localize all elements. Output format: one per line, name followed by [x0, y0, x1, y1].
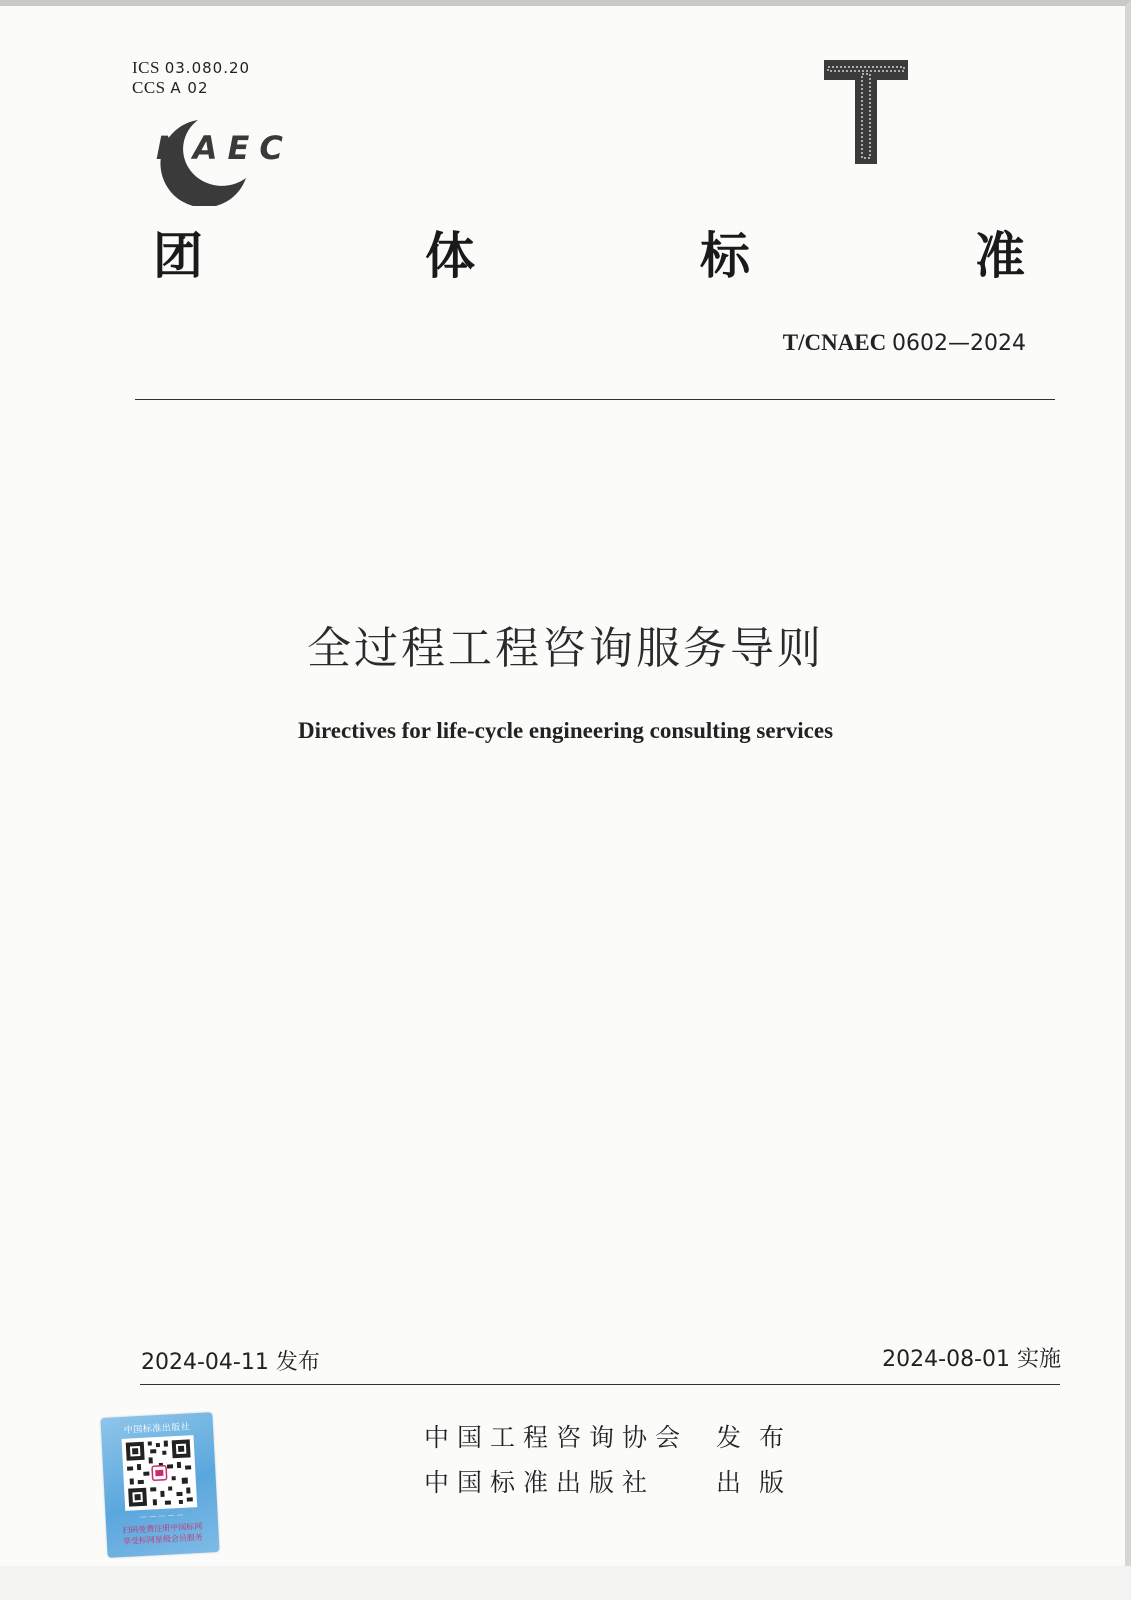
footer-divider	[140, 1384, 1060, 1385]
printer-row	[424, 1463, 803, 1499]
qr-sticker-footer-line: 扫码免费注册中国标网	[122, 1521, 203, 1536]
qr-code-icon[interactable]	[122, 1435, 198, 1511]
logo-text: NAEC	[156, 129, 293, 167]
standard-type-char: 标	[700, 227, 750, 285]
standard-number-code: 0602—2024	[892, 331, 1026, 356]
standard-type-char: 准	[975, 227, 1025, 285]
standard-type-char: 体	[425, 227, 475, 285]
ccs-label: CCS	[132, 78, 166, 97]
organization-role: 发布	[716, 1423, 803, 1452]
implementation-date: 2024-08-01 实施	[882, 1347, 1061, 1372]
header-divider	[135, 399, 1055, 400]
issue-date: 2024-04-11 发布	[141, 1350, 320, 1375]
qr-anti-counterfeit-sticker[interactable]	[100, 1412, 219, 1558]
ics-code: 03.080.20	[164, 59, 251, 77]
organization-name: 中国工程咨询协会	[424, 1423, 689, 1452]
ccs-classification	[132, 78, 209, 98]
qr-sticker-divider: — — — — —	[139, 1510, 184, 1522]
page-edge-bottom	[0, 1566, 1131, 1600]
organization-role: 出版	[716, 1468, 803, 1497]
ccs-code: A 02	[170, 79, 209, 97]
standard-type-char: 团	[153, 227, 203, 285]
qr-sticker-header: 中国标准出版社	[123, 1422, 191, 1436]
ics-label: ICS	[132, 58, 160, 77]
title-english: Directives for life-cycle engineering consulting services	[297, 718, 834, 743]
cnaec-logo	[128, 106, 298, 206]
organization-name: 中国标准出版社	[424, 1468, 656, 1497]
title-chinese: 全过程工程咨询服务导则	[307, 623, 824, 674]
qr-sticker-footer-line: 享受标网星级会员服务	[122, 1532, 204, 1547]
t-type-mark	[824, 60, 914, 170]
standard-number	[783, 330, 1026, 356]
ics-classification	[132, 58, 250, 78]
publisher-row	[424, 1418, 803, 1454]
standard-number-prefix: T/CNAEC	[782, 330, 887, 355]
